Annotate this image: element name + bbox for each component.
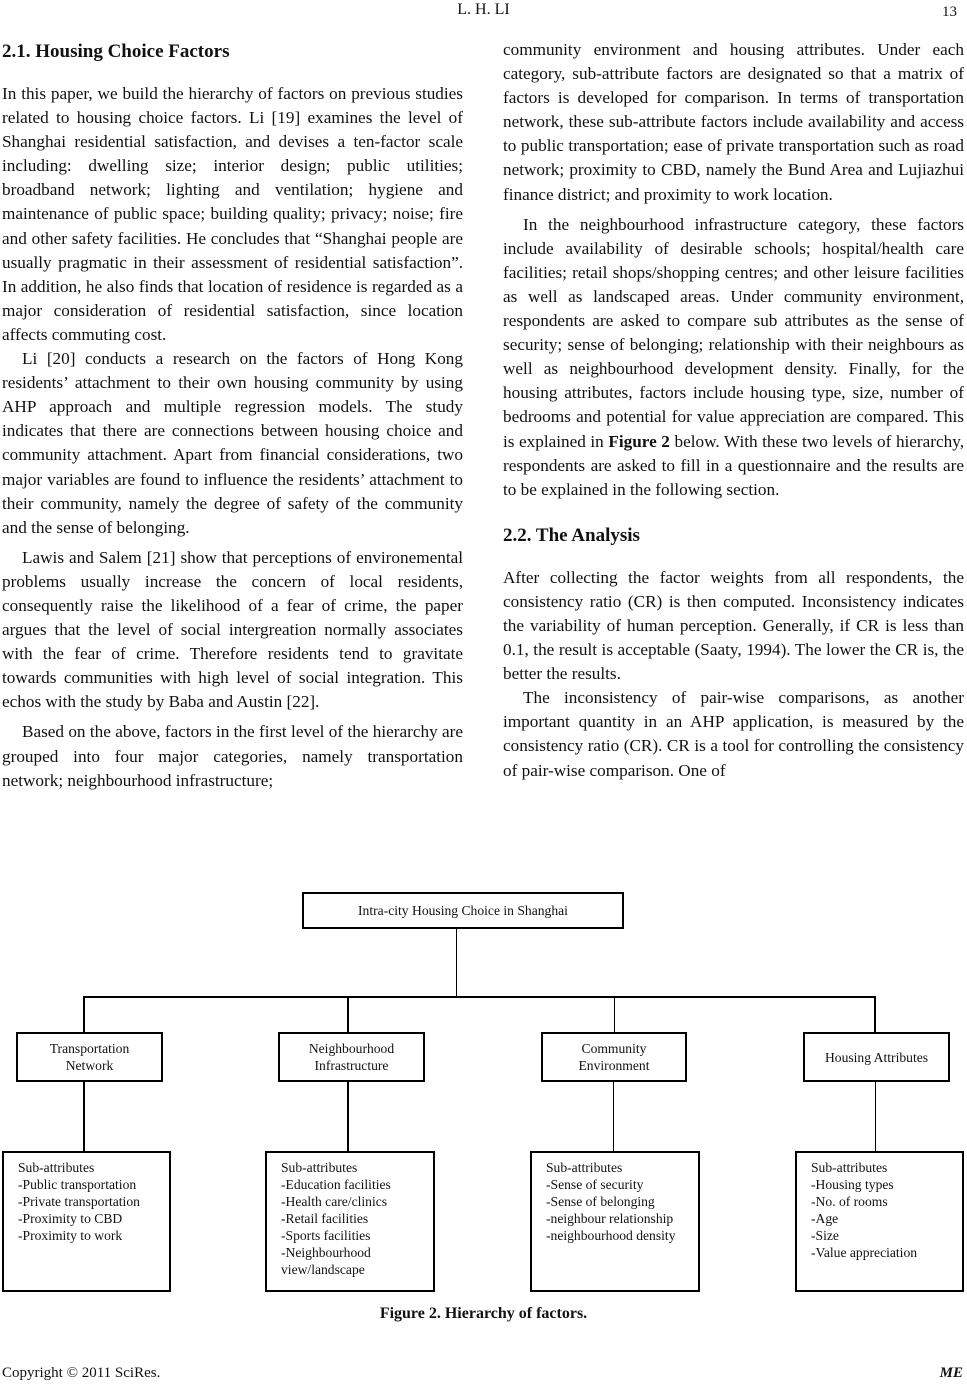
category-label: Environment xyxy=(578,1058,650,1073)
connector-line xyxy=(613,1082,614,1152)
sub-attribute-item: -Value appreciation xyxy=(811,1245,918,1260)
sub-attribute-item: -Retail facilities xyxy=(281,1211,369,1226)
connector-line xyxy=(347,1082,349,1152)
sub-attribute-item: -neighbourhood density xyxy=(546,1228,676,1243)
category-label: Transportation xyxy=(49,1041,130,1056)
running-head: L. H. LI xyxy=(457,1,510,18)
connector-line xyxy=(347,996,349,1033)
sub-attribute-item: view/landscape xyxy=(281,1262,365,1277)
category-box-neighbourhood xyxy=(278,1032,425,1082)
sub-attribute-item: -Public transportation xyxy=(18,1177,137,1192)
sub-attribute-item: -Proximity to CBD xyxy=(18,1211,123,1226)
page-number: 13 xyxy=(942,4,957,20)
sub-attribute-item: -Housing types xyxy=(811,1177,894,1192)
sub-attributes-box-neighbourhood xyxy=(265,1151,435,1292)
sub-attribute-item: -Sense of belonging xyxy=(546,1194,655,1209)
figure-reference: Figure 2 xyxy=(608,431,670,451)
category-label: Community xyxy=(581,1041,647,1056)
connector-line xyxy=(875,1082,876,1152)
left-column xyxy=(2,38,463,793)
sub-attributes-title: Sub-attributes xyxy=(18,1160,95,1175)
category-label: Network xyxy=(65,1058,114,1073)
category-label: Housing Attributes xyxy=(824,1049,929,1065)
sub-attribute-item: -No. of rooms xyxy=(811,1194,888,1209)
sub-attributes-title: Sub-attributes xyxy=(546,1160,623,1175)
paragraph: Lawis and Salem [21] show that perceptions of environemental problems usually increase the concern of local residents, consequently raise the likelihood of a fear of crime, the paper argues that the level of social intergreation normally associates with the fear of crime. Therefore residents tend to gravitate towards communities with high level of social integration. This echos with the study by Baba and Austin [22]. xyxy=(2,547,463,712)
sub-attributes-box-community xyxy=(530,1151,700,1292)
category-box-housing xyxy=(803,1032,950,1082)
category-box-transportation xyxy=(16,1032,163,1082)
connector-line xyxy=(874,996,876,1033)
section-heading-2-2: 2.2. The Analysis xyxy=(503,524,640,546)
sub-attributes-title: Sub-attributes xyxy=(811,1160,888,1175)
sub-attribute-item: -Health care/clinics xyxy=(281,1194,388,1209)
sub-attribute-item: -Private transportation xyxy=(18,1194,140,1209)
right-column xyxy=(503,38,964,783)
sub-attribute-item: -Sports facilities xyxy=(281,1228,371,1243)
connector-line xyxy=(83,1082,85,1152)
paragraph: Li [20] conducts a research on the factors of Hong Kong residents’ attachment to their own housing community by using AHP approach and multiple regression models. The study indicates that there are connections between housing choice and community attachment. Apart from financial considerations, two major variables are found to influence the residents’ attachment to their community, namely the degree of safety of the community and the sense of belonging. xyxy=(2,349,463,537)
paragraph: After collecting the factor weights from all respondents, the consistency ratio (CR) is then computed. Inconsistency indicates the variability of human perception. Generally, if CR is less than 0.1, the result is acceptable (Saaty, 1994). The lower the CR is, the better the results. xyxy=(503,567,964,684)
sub-attributes-box-housing xyxy=(795,1151,964,1292)
root-node-box xyxy=(302,892,624,929)
connector-line xyxy=(83,996,876,998)
sub-attribute-item: -neighbour relationship xyxy=(546,1211,674,1226)
paragraph xyxy=(503,213,964,502)
paragraph-text: below. With these two levels of hierarchy, respondents are asked to fill in a questionnaire and the results are to be explained in the following section. xyxy=(503,431,965,499)
category-box-community xyxy=(541,1032,687,1082)
connector-line xyxy=(83,996,85,1033)
sub-attribute-item: -Age xyxy=(811,1211,839,1226)
paragraph-text: In the neighbourhood infrastructure category, these factors include availability of desirable schools; hospital/health care facilities; retail shops/shopping centres; and other leisure facilities as well as landscaped areas. Under community environment, respondents are asked to compare sub attributes as the sense of security; sense of belonging; relationship with their neighbours as well as neighbourhood development density. Finally, for the housing attributes, factors include housing type, size, number of bedrooms and potential for value appreciation are compared. This is explained in xyxy=(503,214,964,451)
figure-caption: Figure 2. Hierarchy of factors. xyxy=(379,1305,588,1322)
root-node-label: Intra-city Housing Choice in Shanghai xyxy=(358,903,568,918)
sub-attribute-item: -Proximity to work xyxy=(18,1228,123,1243)
paragraph: Based on the above, factors in the first level of the hierarchy are grouped into four major categories, namely transportation network; neighbourhood infrastructure; xyxy=(2,722,463,790)
copyright-notice: Copyright © 2011 SciRes. xyxy=(2,1365,161,1381)
sub-attributes-title: Sub-attributes xyxy=(281,1160,358,1175)
sub-attribute-item: -Size xyxy=(811,1228,839,1243)
connector-line xyxy=(614,996,615,1033)
sub-attribute-item: -Education facilities xyxy=(281,1177,391,1192)
journal-abbreviation: ME xyxy=(939,1365,963,1381)
sub-attributes-box-transportation xyxy=(2,1151,171,1292)
paragraph: community environment and housing attributes. Under each category, sub-attribute factors are designated so that a matrix of factors is developed for comparison. In terms of transportation network, these sub-attribute factors include availability and access to public transportation; ease of private transportation such as road network; proximity to CBD, namely the Bund Area and Lujiazhui finance district; and proximity to work location. xyxy=(503,40,964,204)
category-label: Neighbourhood xyxy=(308,1041,395,1056)
section-heading-2-1: 2.1. Housing Choice Factors xyxy=(2,41,230,62)
sub-attribute-item: -Sense of security xyxy=(546,1177,644,1192)
connector-line xyxy=(456,929,457,997)
category-label: Infrastructure xyxy=(314,1058,389,1073)
paragraph: In this paper, we build the hierarchy of factors on previous studies related to housing choice factors. Li [19] examines the level of Shanghai residential satisfaction, and devises a ten-factor scale including: dwelling size; interior design; public utilities; broadband network; lighting and ventilation; hygiene and maintenance of public space; building quality; privacy; noise; fire and other safety facilities. He concludes that “Shanghai people are usually pragmatic in their assessment of residential satisfaction”. In addition, he also finds that location of residence is regarded as a major consideration of residential satisfaction, since location affects commuting cost. xyxy=(2,84,463,344)
paragraph: The inconsistency of pair-wise comparisons, as another important quantity in an AHP application, is measured by the consistency ratio (CR). CR is a tool for controlling the consistency of pair-wise comparison. One of xyxy=(503,688,964,780)
sub-attribute-item: -Neighbourhood xyxy=(281,1245,371,1260)
